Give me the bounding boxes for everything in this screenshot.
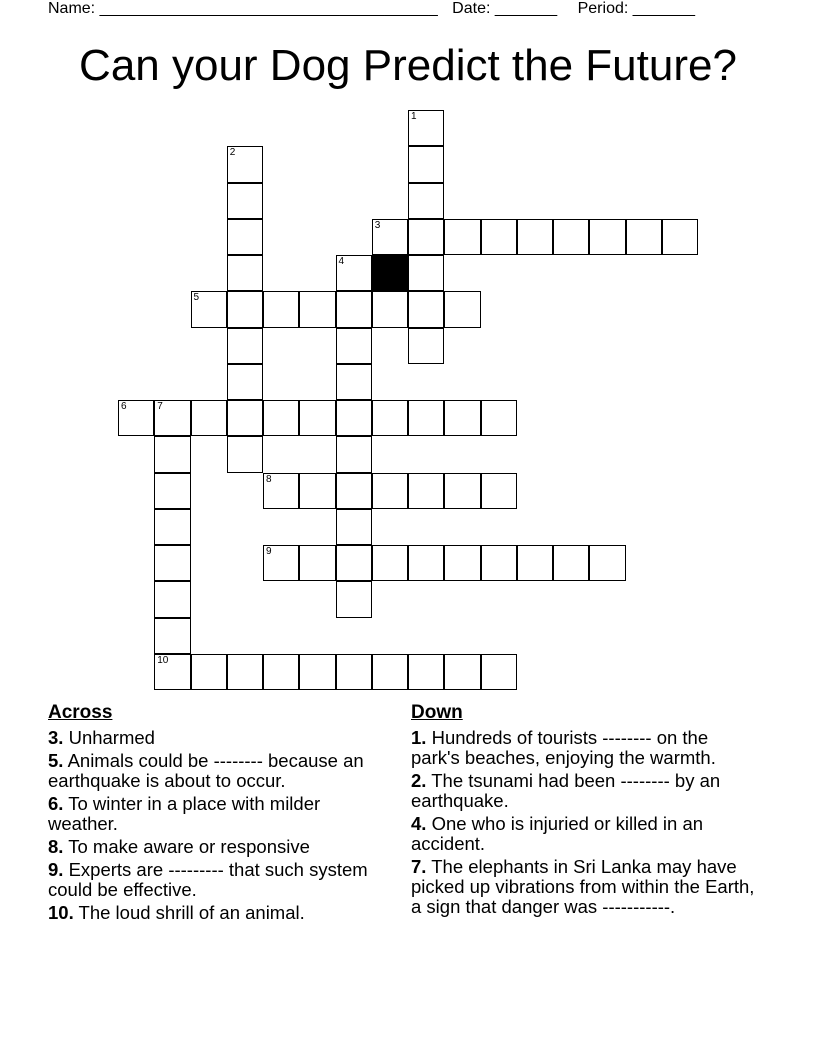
clue-text: The tsunami had been -------- by an earthquake. bbox=[411, 770, 721, 811]
crossword-cell[interactable] bbox=[263, 654, 299, 690]
cell-number: 3 bbox=[374, 219, 381, 231]
cell-number: 9 bbox=[266, 546, 272, 557]
cell-number: 2 bbox=[229, 147, 236, 159]
crossword-cell[interactable] bbox=[372, 219, 408, 255]
cell-number: 4 bbox=[338, 256, 345, 267]
clue-down bbox=[411, 814, 756, 854]
crossword-cell[interactable] bbox=[444, 654, 480, 690]
clue-text: One who is injuried or killed in an accident. bbox=[411, 813, 704, 854]
clue-across bbox=[48, 860, 388, 900]
crossword-cell[interactable] bbox=[481, 654, 517, 690]
crossword-cell[interactable] bbox=[227, 219, 263, 255]
crossword-cell[interactable] bbox=[372, 400, 408, 436]
crossword-cell[interactable] bbox=[517, 545, 553, 581]
crossword-cell[interactable] bbox=[299, 545, 335, 581]
clue-text: Experts are --------- that such system could be effective. bbox=[48, 859, 368, 900]
crossword-cell[interactable] bbox=[299, 400, 335, 436]
crossword-cell[interactable] bbox=[408, 255, 444, 291]
crossword-cell[interactable] bbox=[299, 654, 335, 690]
crossword-cell[interactable] bbox=[154, 509, 190, 545]
crossword-cell[interactable] bbox=[263, 473, 299, 509]
clue-across bbox=[48, 751, 388, 791]
cell-number: 6 bbox=[121, 401, 127, 412]
clue-number: 6. bbox=[48, 793, 64, 814]
crossword-cell[interactable] bbox=[227, 328, 263, 364]
puzzle-title: Can your Dog Predict the Future? bbox=[79, 41, 737, 90]
crossword-cell[interactable] bbox=[299, 473, 335, 509]
crossword-cell[interactable] bbox=[336, 473, 372, 509]
crossword-cell[interactable] bbox=[517, 219, 553, 255]
crossword-block bbox=[372, 255, 408, 291]
crossword-cell[interactable] bbox=[191, 654, 227, 690]
clue-text: Animals could be -------- because an earthquake is about to occur. bbox=[48, 750, 364, 791]
crossword-cell[interactable] bbox=[227, 436, 263, 472]
crossword-cell[interactable] bbox=[227, 255, 263, 291]
crossword-cell[interactable] bbox=[118, 400, 154, 436]
crossword-cell[interactable] bbox=[154, 400, 190, 436]
crossword-cell[interactable] bbox=[553, 545, 589, 581]
clue-text: The elephants in Sri Lanka may have picked up vibrations from within the Earth, a sign that danger was -----------. bbox=[411, 856, 755, 917]
crossword-cell[interactable] bbox=[154, 545, 190, 581]
crossword-cell[interactable] bbox=[154, 618, 190, 654]
crossword-cell[interactable] bbox=[444, 473, 480, 509]
crossword-cell[interactable] bbox=[227, 364, 263, 400]
crossword-cell[interactable] bbox=[263, 400, 299, 436]
down-heading: Down bbox=[411, 702, 463, 723]
crossword-cell[interactable] bbox=[408, 219, 444, 255]
crossword-cell[interactable] bbox=[408, 183, 444, 219]
crossword-cell[interactable] bbox=[191, 291, 227, 327]
crossword-cell[interactable] bbox=[336, 328, 372, 364]
name-field[interactable]: Name: ______________________________________ bbox=[48, 0, 438, 17]
clue-text: Unharmed bbox=[68, 727, 155, 748]
crossword-cell[interactable] bbox=[408, 328, 444, 364]
cell-number: 8 bbox=[266, 473, 272, 485]
clue-number: 1. bbox=[411, 727, 427, 748]
crossword-cell[interactable] bbox=[227, 183, 263, 219]
crossword-cell[interactable] bbox=[299, 291, 335, 327]
crossword-cell[interactable] bbox=[227, 291, 263, 327]
crossword-cell[interactable] bbox=[444, 400, 480, 436]
crossword-cell[interactable] bbox=[263, 291, 299, 327]
crossword-cell[interactable] bbox=[481, 545, 517, 581]
cell-number: 7 bbox=[157, 401, 163, 412]
clue-across bbox=[48, 903, 388, 923]
crossword-cell[interactable] bbox=[336, 400, 372, 436]
down-clues bbox=[411, 703, 756, 920]
crossword-cell[interactable] bbox=[408, 473, 444, 509]
clue-down bbox=[411, 857, 756, 917]
crossword-cell[interactable] bbox=[372, 654, 408, 690]
crossword-cell[interactable] bbox=[227, 146, 263, 182]
crossword-cell[interactable] bbox=[372, 291, 408, 327]
crossword-cell[interactable] bbox=[444, 291, 480, 327]
cell-number: 10 bbox=[157, 654, 169, 666]
crossword-cell[interactable] bbox=[336, 581, 372, 617]
crossword-cell[interactable] bbox=[227, 654, 263, 690]
clue-number: 3. bbox=[48, 727, 64, 748]
crossword-cell[interactable] bbox=[408, 110, 444, 146]
crossword-cell[interactable] bbox=[336, 255, 372, 291]
crossword-cell[interactable] bbox=[481, 400, 517, 436]
crossword-cell[interactable] bbox=[154, 473, 190, 509]
crossword-cell[interactable] bbox=[154, 436, 190, 472]
clue-text: The loud shrill of an animal. bbox=[78, 902, 305, 923]
crossword-cell[interactable] bbox=[336, 654, 372, 690]
crossword-cell[interactable] bbox=[336, 364, 372, 400]
crossword-cell[interactable] bbox=[408, 291, 444, 327]
date-field[interactable]: Date: _______ bbox=[452, 0, 558, 17]
crossword-cell[interactable] bbox=[589, 545, 625, 581]
cell-number: 1 bbox=[411, 111, 417, 122]
crossword-cell[interactable] bbox=[372, 473, 408, 509]
clue-across bbox=[48, 794, 388, 834]
crossword-cell[interactable] bbox=[336, 436, 372, 472]
across-heading: Across bbox=[48, 702, 113, 723]
crossword-cell[interactable] bbox=[408, 146, 444, 182]
crossword-cell[interactable] bbox=[408, 400, 444, 436]
clue-across bbox=[48, 728, 388, 748]
crossword-cell[interactable] bbox=[227, 400, 263, 436]
crossword-cell[interactable] bbox=[408, 654, 444, 690]
clue-number: 4. bbox=[411, 813, 427, 834]
period-field[interactable]: Period: _______ bbox=[577, 0, 696, 17]
clue-text: Hundreds of tourists -------- on the park's beaches, enjoying the warmth. bbox=[411, 727, 716, 768]
crossword-cell[interactable] bbox=[336, 545, 372, 581]
crossword-cell[interactable] bbox=[444, 545, 480, 581]
clue-number: 10. bbox=[48, 902, 74, 923]
crossword-cell[interactable] bbox=[481, 473, 517, 509]
clue-across bbox=[48, 837, 388, 857]
clue-number: 7. bbox=[411, 856, 427, 877]
crossword-cell[interactable] bbox=[263, 545, 299, 581]
clue-number: 2. bbox=[411, 770, 427, 791]
crossword-cell[interactable] bbox=[444, 219, 480, 255]
clue-down bbox=[411, 771, 756, 811]
clue-text: To make aware or responsive bbox=[68, 836, 310, 857]
clue-number: 9. bbox=[48, 859, 64, 880]
across-clues bbox=[48, 703, 388, 926]
crossword-cell[interactable] bbox=[191, 400, 227, 436]
crossword-cell[interactable] bbox=[589, 219, 625, 255]
cell-number: 5 bbox=[193, 292, 200, 304]
crossword-cell[interactable] bbox=[553, 219, 589, 255]
clue-number: 5. bbox=[48, 750, 64, 771]
crossword-cell[interactable] bbox=[154, 654, 190, 690]
crossword-cell[interactable] bbox=[372, 545, 408, 581]
crossword-cell[interactable] bbox=[336, 509, 372, 545]
crossword-cell[interactable] bbox=[336, 291, 372, 327]
clue-text: To winter in a place with milder weather. bbox=[48, 793, 321, 834]
crossword-cell[interactable] bbox=[154, 581, 190, 617]
crossword-cell[interactable] bbox=[408, 545, 444, 581]
clue-down bbox=[411, 728, 756, 768]
crossword-cell[interactable] bbox=[481, 219, 517, 255]
student-info-header bbox=[48, 0, 695, 18]
crossword-cell[interactable] bbox=[626, 219, 662, 255]
crossword-cell[interactable] bbox=[662, 219, 698, 255]
clue-number: 8. bbox=[48, 836, 64, 857]
